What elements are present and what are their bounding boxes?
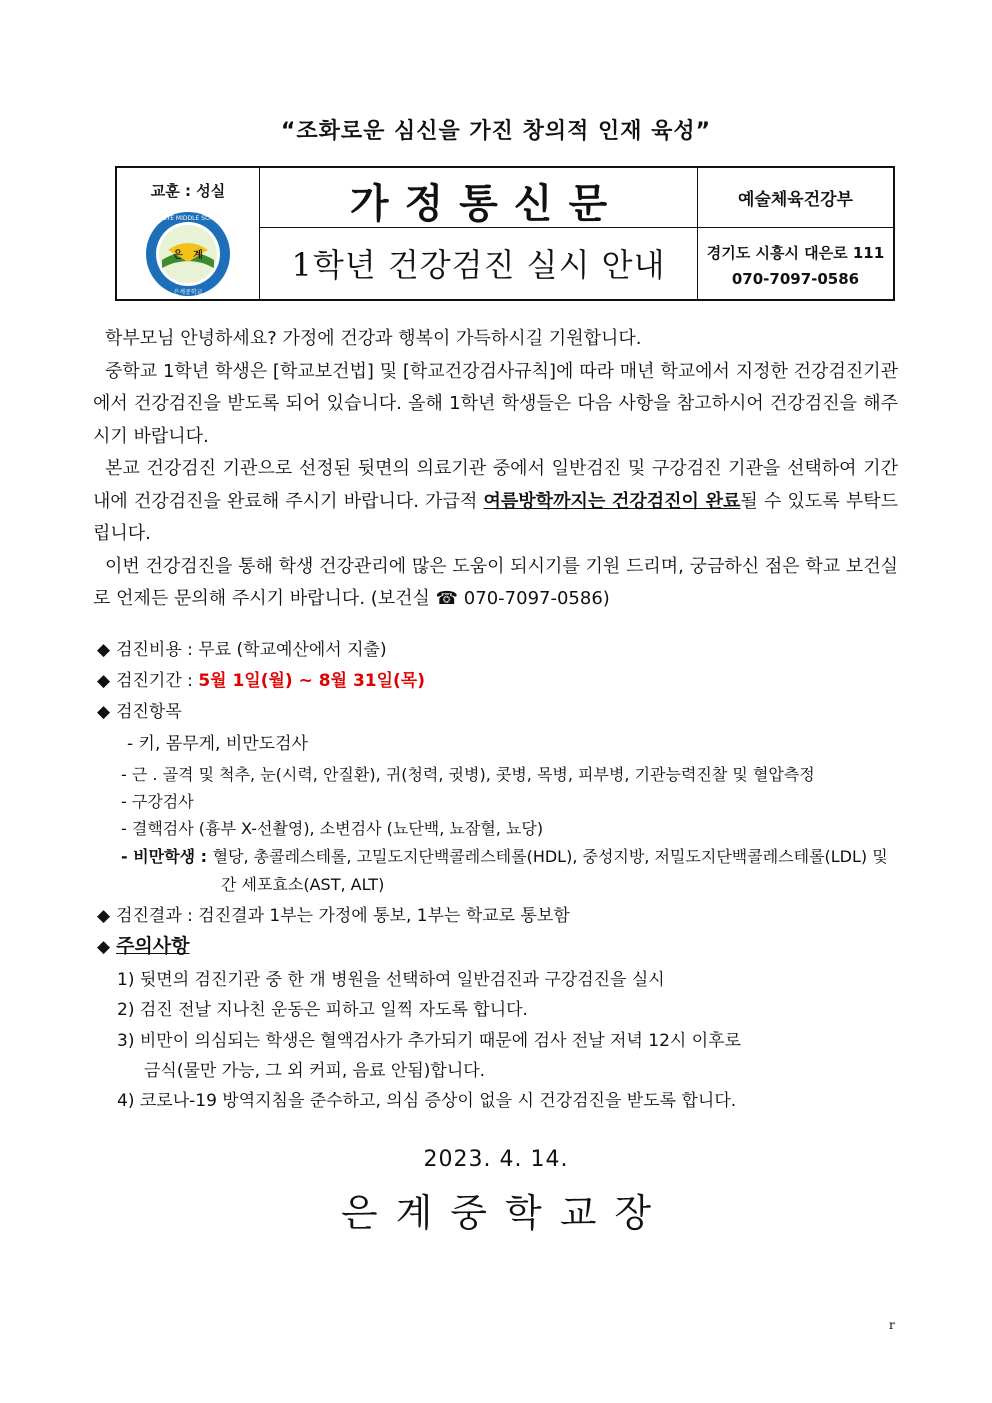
paragraph-law: 중학교 1학년 학생은 [학교보건법] 및 [학교건강검사규칙]에 따라 매년 학교에서 지정한 건강검진기관에서 건강검진을 받도록 되어 있습니다. 올해 1학년 학생들은 다음 사항을 참고하시어 건강검진을 해주시기 바랍니다.: [93, 360, 898, 447]
info-items: [97, 697, 182, 722]
school-contact: [698, 240, 893, 292]
info-period-value: 5월 1일(월) ~ 8월 31일(목): [198, 671, 425, 691]
caution-item: 3) 비만이 의심되는 학생은 혈액검사가 추가되기 때문에 검사 전날 저녁 12시 이후로: [117, 1031, 742, 1051]
caution-item: 1) 뒷면의 검진기관 중 한 개 병원을 선택하여 일반검진과 구강검진을 실시: [117, 970, 665, 990]
header-table: [115, 166, 895, 301]
caution-label: 주의사항: [116, 935, 190, 957]
list-item: - 키, 몸무게, 비만도검사: [127, 734, 308, 754]
logo-center-right-text: 계: [193, 250, 203, 261]
diamond-bullet-icon: ◆: [97, 937, 111, 957]
issue-date: 2023. 4. 14.: [423, 1147, 569, 1172]
paragraph-emphasis: 여름방학까지는 건강검진이 완료: [483, 490, 741, 512]
page-title: 가정통신문: [349, 181, 624, 227]
caution-item: 2) 검진 전날 지나친 운동은 피하고 일찍 자도록 합니다.: [117, 1000, 528, 1020]
school-motto-banner: “조화로운 심신을 가진 창의적 인재 육성”: [280, 119, 712, 144]
principal-signature: 은계중학교장: [340, 1191, 670, 1235]
diamond-bullet-icon: ◆: [97, 702, 111, 722]
school-logo-icon: [144, 210, 232, 298]
info-result-text: 검진결과 : 검진결과 1부는 가정에 통보, 1부는 학교로 통보함: [116, 906, 570, 926]
paragraph-institution-end: 될 수 있도록 부탁드립니다.: [93, 490, 899, 544]
school-phone: 070-7097-0586: [731, 270, 860, 288]
logo-bottom-text: 은계중학교: [173, 289, 203, 296]
info-period-label: 검진기간 :: [116, 671, 199, 691]
list-item-obese: [121, 844, 888, 867]
info-result: [97, 901, 570, 926]
caution-item-continued: 금식(물만 가능, 그 외 커피, 음료 안됨)합니다.: [144, 1061, 486, 1081]
paragraph-institution: [93, 453, 898, 551]
obese-text-continued: 간 세포효소(AST, ALT): [221, 875, 385, 894]
school-address: 경기도 시흥시 대은로 111: [706, 244, 885, 262]
diamond-bullet-icon: ◆: [97, 906, 111, 926]
list-item: - 근 . 골격 및 척추, 눈(시력, 안질환), 귀(청력, 귓병), 콧병, 목병, 피부병, 기관능력진찰 및 혈압측정: [121, 765, 815, 784]
department-name: 예술체육건강부: [738, 190, 853, 210]
logo-center-left-text: 은: [173, 250, 183, 261]
page-mark: r: [889, 1318, 895, 1332]
diamond-bullet-icon: ◆: [97, 640, 111, 660]
page-subtitle: 1학년 건강검진 실시 안내: [291, 246, 666, 284]
paragraph-closing: 이번 건강검진을 통해 학생 건강관리에 많은 도움이 되시기를 기원 드리며, 궁금하신 점은 학교 보건실로 언제든 문의해 주시기 바랍니다. (보건실 ☎ 070-7097-0586): [93, 555, 899, 609]
header-title-cell: [260, 168, 698, 228]
obese-text: 혈당, 총콜레스테롤, 고밀도지단백콜레스테롤(HDL), 중성지방, 저밀도지단백콜레스테롤(LDL) 및: [212, 847, 888, 866]
paragraph-institution-text: 본교 건강검진 기관으로 선정된 뒷면의 의료기관 중에서 일반검진 및 구강검진 기관을 선택하여 기간 내에 건강검진을 완료해 주시기 바랍니다. 가급적: [93, 458, 898, 512]
info-cost: [97, 635, 387, 660]
list-item: - 구강검사: [121, 792, 194, 811]
info-items-label: 검진항목: [116, 702, 182, 722]
obese-label: - 비만학생 :: [121, 847, 213, 866]
letter-body: [93, 323, 898, 616]
info-period: [97, 666, 425, 691]
list-item: - 결핵검사 (흉부 X-선촬영), 소변검사 (뇨단백, 뇨잠혈, 뇨당): [121, 819, 544, 838]
info-cost-text: 검진비용 : 무료 (학교예산에서 지출): [116, 640, 387, 660]
paragraph-greeting: 학부모님 안녕하세요? 가정에 건강과 행복이 가득하시길 기원합니다.: [105, 328, 642, 349]
caution-item: 4) 코로나-19 방역지침을 준수하고, 의심 증상이 없을 시 건강검진을 받도록 합니다.: [117, 1091, 737, 1111]
header-subtitle-cell: [260, 228, 698, 299]
diamond-bullet-icon: ◆: [97, 671, 111, 691]
school-motto: 교훈 : 성실: [150, 182, 226, 200]
info-caution: [97, 931, 190, 958]
header-department-cell: [698, 168, 893, 228]
logo-top-text: EUNGYE MIDDLE SCHOOL: [149, 215, 227, 222]
header-contact-cell: [698, 228, 893, 299]
header-motto-cell: [117, 168, 260, 299]
